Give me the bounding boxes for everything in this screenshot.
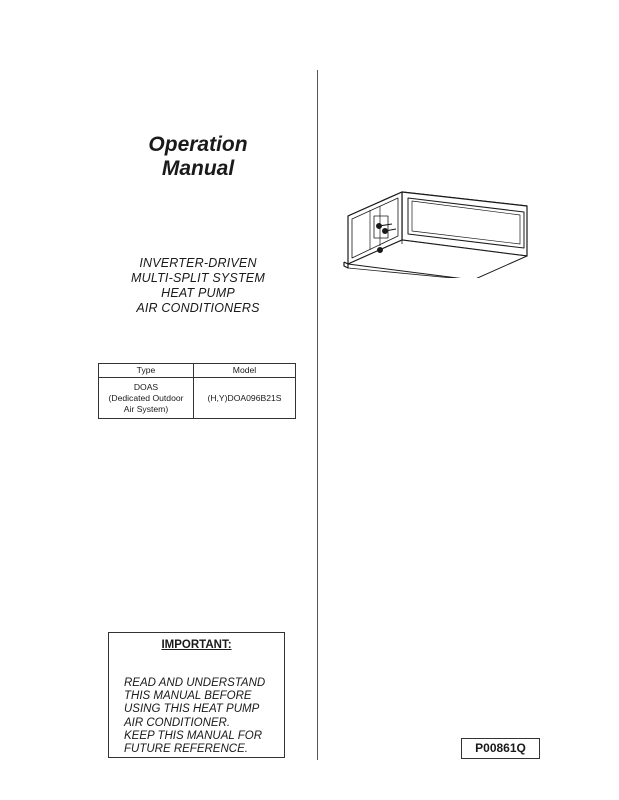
manual-title — [98, 133, 298, 181]
model-cell: (H,Y)DOA096B21S — [194, 378, 296, 419]
subtitle-line: HEAT PUMP — [161, 286, 235, 300]
subtitle-line: INVERTER-DRIVEN — [139, 256, 257, 270]
important-line: READ AND UNDERSTAND — [124, 677, 266, 689]
ducted-indoor-unit-illustration — [340, 186, 532, 283]
important-line: THIS MANUAL BEFORE — [124, 690, 252, 703]
important-line: USING THIS HEAT PUMP — [124, 703, 260, 716]
table-row — [99, 378, 296, 419]
product-description — [98, 256, 298, 316]
type-line: (Dedicated Outdoor — [108, 392, 184, 403]
important-line: AIR CONDITIONER. — [124, 716, 231, 729]
title-line-2: Manual — [161, 157, 235, 180]
model-table — [98, 363, 296, 419]
type-header: Type — [99, 364, 194, 378]
important-notice — [108, 632, 285, 758]
important-text — [124, 677, 265, 756]
document-code: P00861Q — [461, 738, 540, 759]
unit-drawing-icon — [340, 186, 532, 278]
title-line-1: Operation — [148, 133, 248, 156]
type-cell — [99, 378, 194, 419]
type-line: DOAS — [133, 381, 159, 392]
subtitle-line: MULTI-SPLIT SYSTEM — [131, 271, 265, 285]
type-line: Air System) — [123, 403, 169, 414]
subtitle-line: AIR CONDITIONERS — [136, 301, 260, 315]
table-header-row — [99, 364, 296, 378]
important-line: FUTURE REFERENCE. — [124, 743, 248, 756]
important-heading: IMPORTANT: — [161, 639, 232, 651]
important-line: KEEP THIS MANUAL FOR — [124, 729, 263, 742]
column-divider — [317, 70, 318, 760]
model-header: Model — [194, 364, 296, 378]
